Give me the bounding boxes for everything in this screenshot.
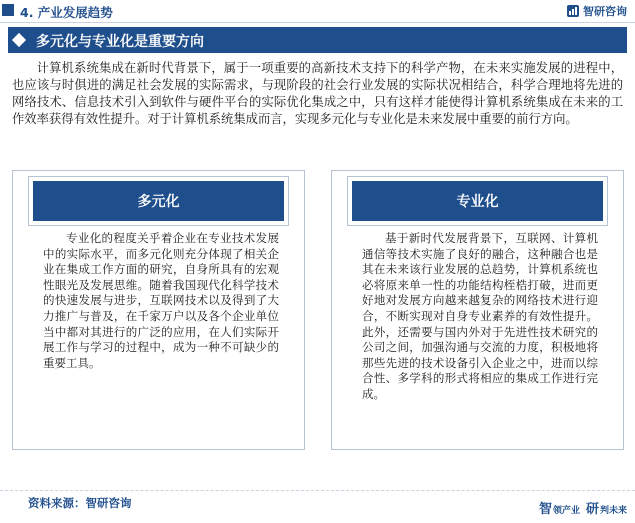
brand-name: 智研咨询: [583, 5, 627, 18]
source-note: 资料来源：智研咨询: [28, 496, 132, 510]
section-marker-icon: [2, 4, 14, 16]
page-title-bar: [8, 27, 627, 53]
page-title: 多元化与专业化是重要方向: [36, 34, 204, 50]
intro-paragraph: 计算机系统集成在新时代背景下，属于一项重要的高新技术支持下的科学产物，在未来实施发展的进程中，也应该与时俱进的满足社会发展的实际需求，与现阶段的社会行业发展的实际状况相结合，科学合理地将先进的网络技术、信息技术引入到软件与硬件平台的实际优化集成之中，只有这样才能使得计算机系统集成在未来的工作效率获得有效性提升。对于计算机系统集成而言，实现多元化与专业化是未来发展中重要的前行方向。: [12, 61, 623, 126]
footer-slogan: [539, 498, 627, 517]
top-header: [0, 0, 635, 23]
diamond-icon: [12, 33, 26, 47]
card-specialization: [331, 170, 624, 450]
section-title: 4. 产业发展趋势: [20, 5, 113, 20]
brand-logo: [566, 3, 627, 19]
card-body: 专业化的程度关乎着企业在专业技术发展中的实际水平，而多元化则充分体现了相关企业在集成工作方面的研究，自身所具有的宏观性眼光及发展思维。随着我国现代化科学技术的快速发展与进步，互联网技术以及得到了大力推广与普及，在千家万户以及各个企业单位当中都对其进行的广泛的应用，在人们实际开展工作与学习的过程中，成为一种不可缺少的重要工具。: [43, 231, 279, 370]
card-body: 基于新时代发展背景下，互联网、计算机通信等技术实施了良好的融合，这种融合也是其在未来该行业发展的总趋势，计算机系统也必将原来单一性的功能结构桎梏打破，进而更好地对发展方向越来越复杂的网络技术进行迎合，不断实现对自身专业素养的有效性提升。此外，还需要与国内外对于先进性技术研究的公司之间，加强沟通与交流的力度，积极地将那些先进的技术设备引入企业之中，进而以综合性、多学科的形式将相应的集成工作进行完成。: [362, 231, 598, 401]
brand-icon: [566, 4, 580, 18]
slogan-segment: 智 领产业: [538, 502, 580, 517]
card-diversification: [12, 170, 305, 450]
slogan-segment: 研 判未来: [585, 502, 627, 517]
card-title: 专业化: [352, 181, 603, 221]
card-title: 多元化: [33, 181, 284, 221]
footer-divider: [0, 490, 635, 491]
